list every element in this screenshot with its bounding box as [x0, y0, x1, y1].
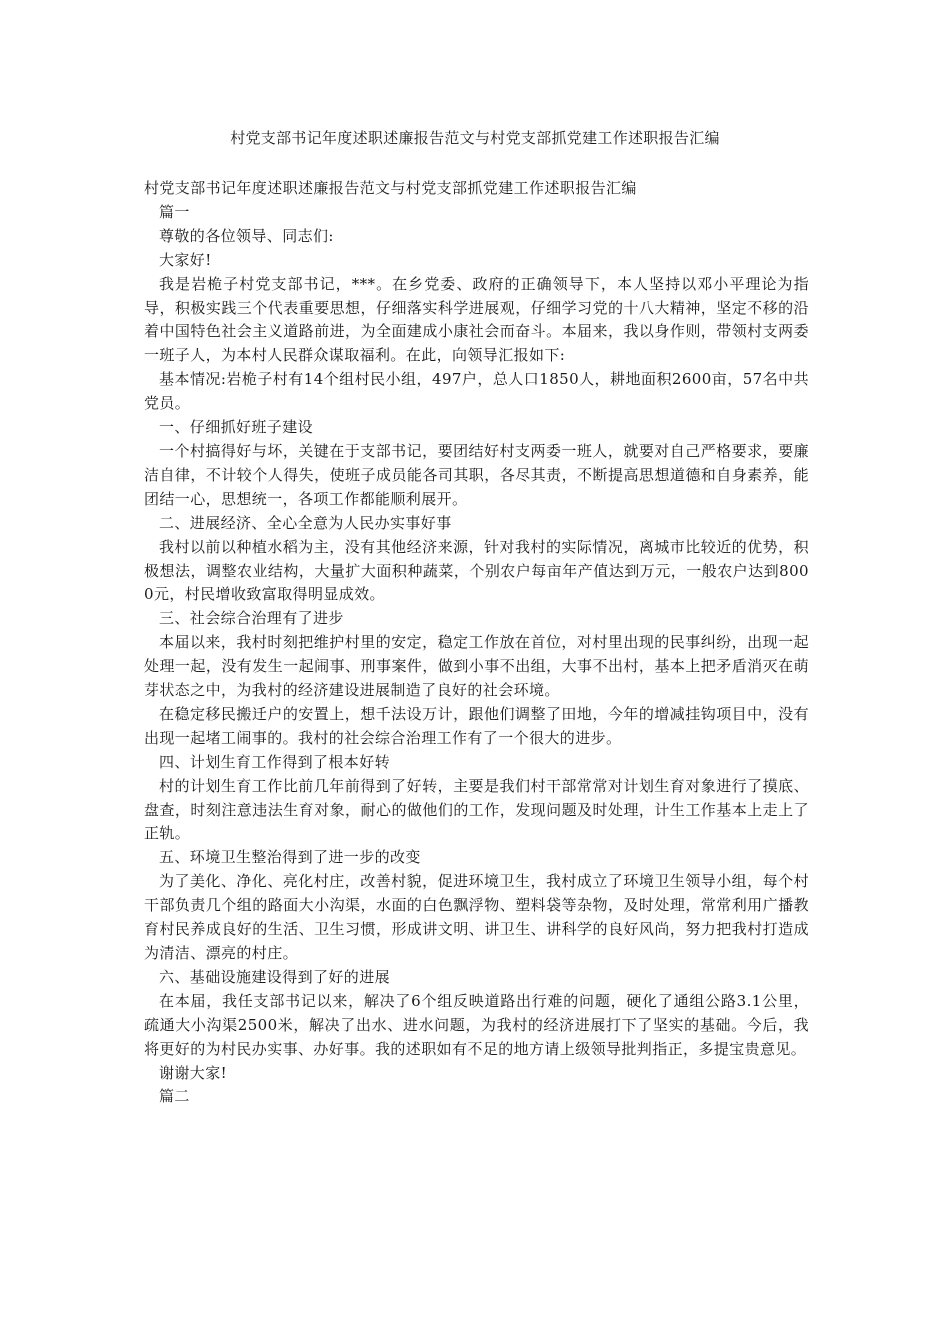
intro-paragraph: 我是岩桅子村党支部书记，***。在乡党委、政府的正确领导下，本人坚持以邓小平理论为指导，积极实践三个代表重要思想，仔细落实科学进展观，仔细学习党的十八大精神，坚定不移的沿着中国特色社会主义道路前进，为全面建成小康社会而奋斗。本届来，我以身作则，带领村支两委一班子人，为本村人民群众谋取福利。在此，向领导汇报如下:: [144, 274, 809, 365]
section-body-5: 为了美化、净化、亮化村庄，改善村貌，促进环境卫生，我村成立了环境卫生领导小组，每个村干部负责几个组的路面大小沟渠，水面的白色飘浮物、塑料袋等杂物，及时处理，常常利用广播教育村民养成良好的生活、卫生习惯，形成讲文明、讲卫生、讲科学的良好风尚，努力把我村打造成为清洁、漂亮的村庄。: [144, 872, 809, 962]
section-heading-6: 六、基础设施建设得到了好的进展: [159, 967, 391, 986]
section-heading-3: 三、社会综合治理有了进步: [159, 609, 344, 628]
document-body: [144, 177, 809, 1109]
section-heading-2: 二、进展经济、全心全意为人民办实事好事: [159, 513, 452, 532]
section-body-2: 我村以前以种植水稻为主，没有其他经济来源，针对我村的实际情况，离城市比较近的优势，积极想法，调整农业结构，大量扩大面积种蔬菜，个别农户每亩年产值达到万元，一般农户达到8000元，村民增收致富取得明显成效。: [144, 537, 809, 604]
closing-thanks: 谢谢大家!: [159, 1063, 228, 1082]
section-body-3: 本届以来，我村时刻把维护村里的安定，稳定工作放在首位，对村里出现的民事纠纷，出现一起处理一起，没有发生一起闹事、刑事案件，做到小事不出组，大事不出村，基本上把矛盾消灭在萌芽状态之中，为我村的经济建设进展制造了良好的社会环境。: [144, 633, 809, 700]
section-body-3b: 在稳定移民搬迁户的安置上，想千法设万计，跟他们调整了田地，今年的增减挂钩项目中，没有出现一起堵工闹事的。我村的社会综合治理工作有了一个很大的进步。: [144, 704, 809, 747]
basic-info-paragraph: 基本情况:岩桅子村有14个组村民小组，497户，总人口1850人，耕地面积2600亩，57名中共党员。: [144, 370, 809, 413]
section-heading-4: 四、计划生育工作得到了根本好转: [159, 752, 391, 771]
section-label-part-two: 篇二: [159, 1087, 190, 1106]
salutation: 尊敬的各位领导、同志们:: [159, 226, 334, 245]
section-body-4: 村的计划生育工作比前几年前得到了好转，主要是我们村干部常常对计划生育对象进行了摸底、盘查，时刻注意违法生育对象，耐心的做他们的工作，发现问题及时处理，计生工作基本上走上了正轨。: [144, 776, 809, 843]
section-body-1: 一个村搞得好与坏，关键在于支部书记，要团结好村支两委一班人，就要对自己严格要求，要廉洁自律，不计较个人得失，使班子成员能各司其职，各尽其责，不断提高思想道德和自身素养，能团结一心，思想统一，各项工作都能顺利展开。: [144, 441, 809, 508]
document-title: 村党支部书记年度述职述廉报告范文与村党支部抓党建工作述职报告汇编: [230, 129, 720, 147]
document-subtitle: 村党支部书记年度述职述廉报告范文与村党支部抓党建工作述职报告汇编: [144, 179, 637, 197]
section-body-6: 在本届，我任支部书记以来，解决了6个组反映道路出行难的问题，硬化了通组公路3.1公里，疏通大小沟渠2500米，解决了出水、进水问题，为我村的经济进展打下了坚实的基础。今后，我将更好的为村民办实事、办好事。我的述职如有不足的地方请上级领导批判指正，多提宝贵意见。: [144, 991, 809, 1058]
section-heading-5: 五、环境卫生整治得到了进一步的改变: [159, 848, 421, 867]
section-label-part-one: 篇一: [159, 202, 190, 221]
section-heading-1: 一、仔细抓好班子建设: [159, 418, 314, 437]
greeting: 大家好!: [159, 250, 212, 269]
